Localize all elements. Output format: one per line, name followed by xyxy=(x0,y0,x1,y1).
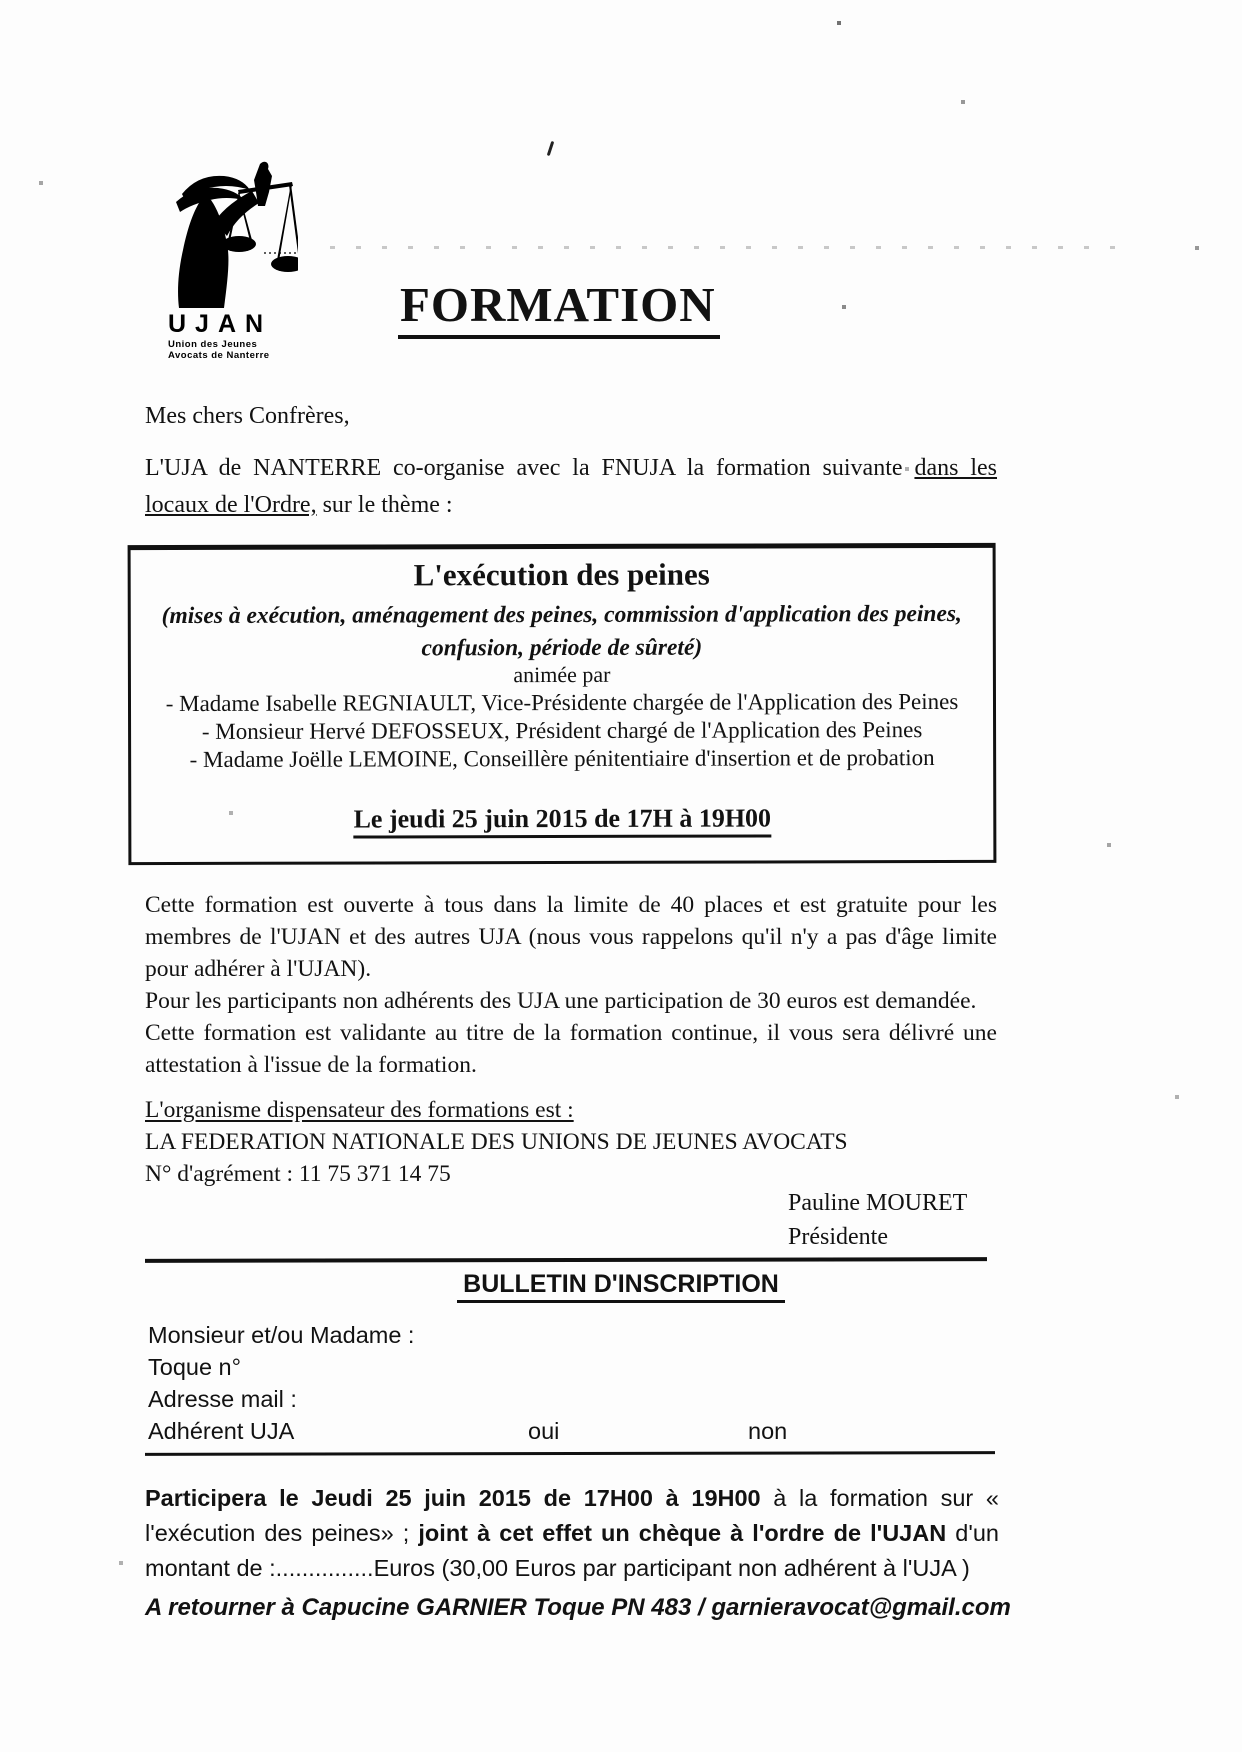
scan-noise-band xyxy=(330,246,1120,249)
training-provider-block xyxy=(145,1094,997,1190)
document-title: FORMATION xyxy=(398,276,720,339)
form-row-email xyxy=(148,1386,998,1418)
bulletin-title xyxy=(0,1270,1242,1299)
training-details-box xyxy=(128,543,997,865)
logo-subtitle-line2: Avocats de Nanterre xyxy=(168,350,270,361)
justice-scales-logo-icon xyxy=(168,160,298,308)
training-date-text: Le jeudi 25 juin 2015 de 17H à 19H00 xyxy=(354,803,772,838)
provider-intro-text: L'organisme dispensateur des formations est : xyxy=(145,1097,574,1123)
participation-cheque-bold: joint à cet effet un chèque à l'ordre de l'UJAN xyxy=(418,1520,947,1546)
paragraph-fee: Pour les participants non adhérents des UJA une participation de 30 euros est demandée. xyxy=(145,988,977,1014)
form-row-toque xyxy=(148,1354,998,1386)
intro-paragraph xyxy=(145,450,997,524)
paragraph-attestation: Cette formation est validante au titre de la formation continue, il vous sera délivré une attestation à l'issue de la formation. xyxy=(145,1020,997,1078)
participation-amount-text: d'un montant de :...............Euros (30,00 Euros par participant non adhérent à l'UJA ) xyxy=(145,1520,999,1581)
signature-name: Pauline MOURET xyxy=(788,1190,968,1216)
scan-tick-artifact xyxy=(547,141,554,156)
signature-block xyxy=(788,1186,967,1254)
member-label: Adhérent UJA xyxy=(148,1418,295,1444)
form-row-member xyxy=(148,1418,998,1450)
ujan-logo xyxy=(168,160,318,361)
speaker-item: - Monsieur Hervé DEFOSSEUX, Président chargé de l'Application des Peines xyxy=(201,717,923,744)
civility-label: Monsieur et/ou Madame : xyxy=(148,1322,415,1348)
option-yes: oui xyxy=(528,1418,560,1444)
intro-underlined-text: dans les locaux de l'Ordre, xyxy=(145,455,997,518)
bulletin-title-text: BULLETIN D'INSCRIPTION xyxy=(457,1270,785,1303)
participation-text: à la formation sur « l'exécution des peines» ; xyxy=(145,1485,999,1546)
return-instructions: A retourner à Capucine GARNIER Toque PN 483 / garnieravocat@gmail.com xyxy=(145,1594,1011,1621)
conditions-paragraphs xyxy=(145,889,997,1081)
provider-agrement-number: N° d'agrément : 11 75 371 14 75 xyxy=(145,1161,451,1187)
participation-statement xyxy=(145,1481,999,1586)
participation-date-bold: Participera le Jeudi 25 juin 2015 de 17H00 à 19H00 xyxy=(145,1485,761,1511)
training-date xyxy=(131,803,993,835)
speaker-item: - Madame Joëlle LEMOINE, Conseillère pénitentiaire d'insertion et de probation xyxy=(189,745,935,772)
intro-text-end: sur le thème : xyxy=(316,492,453,518)
paragraph-places: Cette formation est ouverte à tous dans la limite de 40 places et est gratuite pour les membres de l'UJAN et des autres UJA (nous vous rappelons qu'il n'y a pas d'âge limite pour adhérer à l'UJAN). xyxy=(145,892,997,982)
speakers-lead: animée par xyxy=(513,661,611,688)
speaker-item: - Madame Isabelle REGNIAULT, Vice-Présidente chargée de l'Application des Peines xyxy=(165,688,959,717)
scan-speckles xyxy=(0,0,2,2)
intro-text: L'UJA de NANTERRE co-organise avec la FNUJA la formation suivante xyxy=(145,455,915,481)
logo-acronym: UJAN xyxy=(168,310,273,338)
training-title: L'exécution des peines xyxy=(413,556,710,593)
training-subtitle: (mises à exécution, aménagement des peines, commission d'application des peines, confusion, période de sûreté) xyxy=(161,600,962,662)
option-no: non xyxy=(748,1418,788,1444)
provider-name: LA FEDERATION NATIONALE DES UNIONS DE JEUNES AVOCATS xyxy=(145,1129,848,1155)
toque-label: Toque n° xyxy=(148,1354,242,1380)
horizontal-rule xyxy=(145,1451,995,1456)
form-row-civility xyxy=(148,1322,998,1354)
registration-form xyxy=(148,1322,998,1450)
horizontal-rule xyxy=(145,1257,987,1263)
salutation: Mes chers Confrères, xyxy=(145,403,350,429)
email-label: Adresse mail : xyxy=(148,1386,297,1412)
logo-subtitle-line1: Union des Jeunes xyxy=(168,339,258,350)
signature-role: Présidente xyxy=(788,1224,888,1250)
provider-intro xyxy=(145,1094,997,1126)
